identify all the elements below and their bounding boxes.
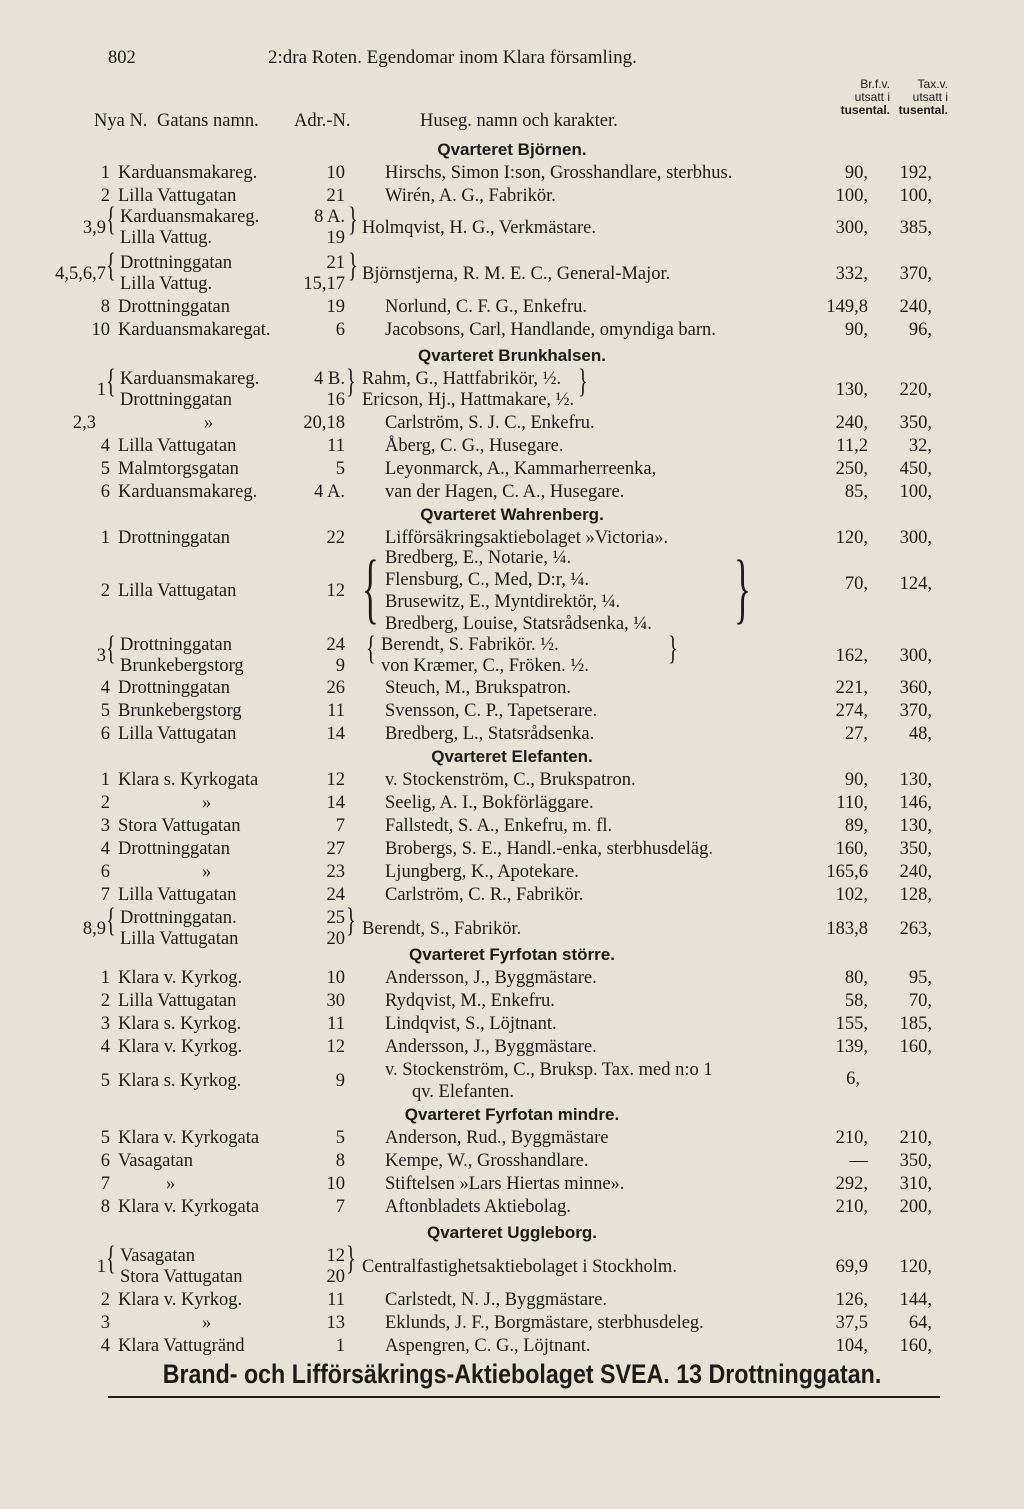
street: Karduansmakareg. — [120, 207, 260, 227]
nr: 4 — [100, 678, 110, 698]
brfv: 120, — [835, 528, 868, 548]
owner: Hirschs, Simon I:son, Grosshandlare, sterbhus. — [385, 163, 733, 183]
brfv: 37,5 — [835, 1313, 868, 1333]
street: Lilla Vattugatan — [118, 885, 237, 905]
col-brfv-line2: utsatt i — [854, 90, 890, 104]
taxv: 360, — [899, 678, 932, 698]
brfv: 332, — [835, 264, 868, 284]
street: Lilla Vattugatan — [118, 581, 237, 601]
adr: 11 — [327, 1014, 345, 1034]
adr: 19 — [326, 297, 345, 317]
owner: Anderson, Rud., Byggmästare — [385, 1128, 609, 1148]
street: Drottninggatan — [120, 390, 233, 410]
owner: Leyonmarck, A., Kammarherreenka, — [385, 459, 657, 479]
owner: Stiftelsen »Lars Hiertas minne». — [385, 1174, 625, 1194]
taxv: 350, — [899, 413, 932, 433]
page-title: 2:dra Roten. Egendomar inom Klara församling. — [268, 47, 637, 68]
nr: 5 — [100, 701, 110, 721]
street: Klara v. Kyrkog. — [118, 1037, 243, 1057]
adr: 13 — [326, 1313, 345, 1333]
taxv: 144, — [899, 1290, 932, 1310]
adr: 20 — [326, 929, 345, 949]
block-heading: Qvarteret Björnen. — [437, 140, 587, 159]
adr: 9 — [335, 656, 345, 676]
owner: Carlström, S. J. C., Enkefru. — [385, 413, 595, 433]
nr: 6 — [100, 482, 110, 502]
taxv: 385, — [899, 218, 932, 238]
owner: Andersson, J., Byggmästare. — [385, 968, 597, 988]
block-heading: Qvarteret Uggleborg. — [426, 1223, 598, 1242]
adr: 9 — [335, 1071, 345, 1091]
street: Klara v. Kyrkog. — [118, 968, 243, 988]
owner: Carlstedt, N. J., Byggmästare. — [385, 1290, 607, 1310]
brfv: 210, — [835, 1197, 868, 1217]
page-number: 802 — [108, 48, 136, 68]
street: Vasagatan — [120, 1246, 195, 1266]
nr: 1 — [96, 380, 106, 400]
brace: } — [346, 363, 356, 400]
brfv: 162, — [835, 646, 868, 666]
street: » — [202, 793, 212, 813]
nr: 1 — [100, 968, 110, 988]
col-huseg: Huseg. namn och karakter. — [420, 111, 618, 131]
taxv: 64, — [908, 1313, 932, 1333]
owner: Flensburg, C., Med, D:r, ¼. — [385, 570, 589, 590]
owner: v. Stockenström, C., Brukspatron. — [385, 770, 636, 790]
block-heading: Qvarteret Brunkhalsen. — [417, 346, 606, 365]
brfv: 240, — [835, 413, 868, 433]
brace: { — [106, 201, 116, 238]
taxv: 185, — [899, 1014, 932, 1034]
street: Drottninggatan — [118, 839, 231, 859]
owner: Ljungberg, K., Apotekare. — [385, 862, 579, 882]
brace: } — [578, 363, 588, 400]
taxv: 100, — [899, 186, 932, 206]
owner: von Kræmer, C., Fröken. ½. — [381, 656, 589, 676]
nr: 3,9 — [82, 218, 106, 238]
owner: Carlström, C. R., Fabrikör. — [385, 885, 584, 905]
nr: 2 — [100, 793, 110, 813]
adr: 11 — [327, 436, 345, 456]
brace: { — [106, 363, 116, 400]
street: Karduansmakareg. — [120, 369, 260, 389]
nr: 5 — [100, 1071, 110, 1091]
brfv: 89, — [844, 816, 868, 836]
owner: Lifförsäkringsaktiebolaget »Victoria». — [385, 528, 669, 548]
owner: Berendt, S., Fabrikör. — [362, 919, 522, 939]
owner: Björnstjerna, R. M. E. C., General-Major. — [362, 264, 671, 284]
street: Drottninggatan — [118, 678, 231, 698]
street: Lilla Vattug. — [120, 228, 213, 248]
street: Klara s. Kyrkog. — [118, 1014, 242, 1034]
owner: Kempe, W., Grosshandlare. — [385, 1151, 589, 1171]
nr: 1 — [100, 528, 110, 548]
taxv: 450, — [899, 459, 932, 479]
brfv: 130, — [835, 380, 868, 400]
adr: 20,18 — [303, 413, 345, 433]
street: Drottninggatan — [120, 253, 233, 273]
nr: 2 — [100, 1290, 110, 1310]
brace: { — [362, 544, 379, 631]
brfv: 11,2 — [836, 436, 868, 456]
street: Brunkebergstorg — [118, 701, 242, 721]
street: Lilla Vattugatan — [118, 991, 237, 1011]
adr: 14 — [326, 724, 345, 744]
nr: 3 — [96, 646, 106, 666]
owner: Rydqvist, M., Enkefru. — [385, 991, 555, 1011]
brfv: 85, — [844, 482, 868, 502]
owner: Brusewitz, E., Myntdirektör, ¼. — [385, 592, 621, 612]
nr: 4 — [100, 839, 110, 859]
owner: Centralfastighetsaktiebolaget i Stockholm. — [362, 1257, 677, 1277]
street: » — [202, 862, 212, 882]
street: Vasagatan — [118, 1151, 193, 1171]
adr: 21 — [326, 253, 345, 273]
taxv: 48, — [908, 724, 932, 744]
brfv: 250, — [835, 459, 868, 479]
adr: 14 — [326, 793, 345, 813]
brfv: 300, — [835, 218, 868, 238]
street: » — [202, 1313, 212, 1333]
brfv: 58, — [844, 991, 868, 1011]
street: Stora Vattugatan — [118, 816, 241, 836]
nr: 1 — [96, 1257, 106, 1277]
brfv: — — [849, 1151, 868, 1171]
owner: v. Stockenström, C., Bruksp. Tax. med n:o 1 — [385, 1060, 713, 1080]
nr: 4 — [100, 1037, 110, 1057]
brfv: 100, — [835, 186, 868, 206]
adr: 16 — [326, 390, 345, 410]
block-heading: Qvarteret Fyrfotan större. — [409, 945, 615, 964]
owner: Holmqvist, H. G., Verkmästare. — [362, 218, 596, 238]
taxv: 300, — [899, 528, 932, 548]
owner: Åberg, C. G., Husegare. — [385, 436, 564, 456]
street: Karduansmakaregat. — [118, 320, 271, 340]
adr: 6 — [335, 320, 345, 340]
owner: Berendt, S. Fabrikör. ½. — [381, 635, 559, 655]
block-heading: Qvarteret Wahrenberg. — [420, 505, 604, 524]
block-heading: Qvarteret Elefanten. — [431, 747, 593, 766]
nr: 2,3 — [72, 413, 96, 433]
nr: 8 — [100, 297, 110, 317]
street: Karduansmakareg. — [118, 163, 258, 183]
adr: 12 — [326, 581, 345, 601]
owner: Steuch, M., Brukspatron. — [385, 678, 572, 698]
adr: 5 — [335, 459, 345, 479]
col-gatans-namn: Gatans namn. — [157, 111, 259, 131]
brfv: 70, — [844, 574, 868, 594]
taxv: 128, — [899, 885, 932, 905]
nr: 6 — [100, 862, 110, 882]
brace: { — [106, 1240, 116, 1277]
brace: } — [734, 544, 751, 631]
street: » — [166, 1174, 176, 1194]
brace: { — [106, 630, 116, 667]
taxv: 70, — [908, 991, 932, 1011]
street: Lilla Vattugatan — [118, 436, 237, 456]
taxv: 350, — [899, 839, 932, 859]
nr: 5 — [100, 459, 110, 479]
owner: qv. Elefanten. — [412, 1082, 515, 1102]
nr: 5 — [100, 1128, 110, 1148]
nr: 2 — [100, 991, 110, 1011]
brfv: 104, — [835, 1336, 868, 1356]
taxv: 160, — [899, 1336, 932, 1356]
taxv: 240, — [899, 862, 932, 882]
street: » — [204, 413, 214, 433]
adr: 10 — [326, 163, 345, 183]
brace: } — [348, 247, 358, 284]
nr: 4 — [100, 1336, 110, 1356]
taxv: 210, — [899, 1128, 932, 1148]
taxv: 350, — [899, 1151, 932, 1171]
street: Lilla Vattug. — [120, 274, 213, 294]
taxv: 200, — [899, 1197, 932, 1217]
brace: } — [668, 630, 678, 667]
street: Drottninggatan — [118, 297, 231, 317]
adr: 10 — [326, 1174, 345, 1194]
street: Lilla Vattugatan — [120, 929, 239, 949]
taxv: 370, — [899, 264, 932, 284]
adr: 12 — [326, 770, 345, 790]
taxv: 120, — [899, 1257, 932, 1277]
adr: 19 — [326, 228, 345, 248]
adr: 11 — [327, 1290, 345, 1310]
owner: Jacobsons, Carl, Handlande, omyndiga barn. — [385, 320, 716, 340]
adr: 23 — [326, 862, 345, 882]
owner: Svensson, C. P., Tapetserare. — [385, 701, 598, 721]
brfv: 80, — [844, 968, 868, 988]
brfv: 126, — [835, 1290, 868, 1310]
brfv: 69,9 — [835, 1257, 868, 1277]
owner: Lindqvist, S., Löjtnant. — [385, 1014, 557, 1034]
nr: 8,9 — [82, 919, 106, 939]
adr: 7 — [335, 816, 345, 836]
street: Klara Vattugränd — [118, 1336, 245, 1356]
col-nya-n: Nya N. — [94, 111, 148, 131]
brfv: 274, — [835, 701, 868, 721]
brfv: 160, — [835, 839, 868, 859]
brace: } — [348, 201, 358, 238]
owner: Ericson, Hj., Hattmakare, ½. — [362, 390, 575, 410]
adr: 20 — [326, 1267, 345, 1287]
brfv: 149,8 — [826, 297, 868, 317]
adr: 4 B. — [314, 369, 345, 389]
adr: 22 — [326, 528, 345, 548]
owner: Bredberg, L., Statsrådsenka. — [385, 724, 595, 744]
taxv: 124, — [899, 574, 932, 594]
nr: 10 — [91, 320, 110, 340]
brfv: 221, — [835, 678, 868, 698]
street: Malmtorgsgatan — [118, 459, 239, 479]
brfv: 90, — [844, 320, 868, 340]
adr: 12 — [326, 1037, 345, 1057]
brace: } — [346, 902, 356, 939]
nr: 2 — [100, 186, 110, 206]
brfv: 90, — [844, 770, 868, 790]
street: Drottninggatan — [118, 528, 231, 548]
brfv: 292, — [835, 1174, 868, 1194]
advertisement: Brand- och Lifförsäkrings-Aktiebolaget SVEA. 13 Drottninggatan. — [162, 1359, 882, 1389]
street: Stora Vattugatan — [120, 1267, 243, 1287]
street: Klara v. Kyrkogata — [118, 1128, 260, 1148]
taxv: 95, — [908, 968, 932, 988]
owner: Eklunds, J. F., Borgmästare, sterbhusdeleg. — [385, 1313, 704, 1333]
brfv: 210, — [835, 1128, 868, 1148]
taxv: 300, — [899, 646, 932, 666]
owner: Fallstedt, S. A., Enkefru, m. fl. — [385, 816, 613, 836]
taxv: 220, — [899, 380, 932, 400]
taxv: 6, — [846, 1069, 860, 1089]
adr: 10 — [326, 968, 345, 988]
owner: Aspengren, C. G., Löjtnant. — [385, 1336, 591, 1356]
nr: 3 — [100, 1313, 110, 1333]
taxv: 130, — [899, 816, 932, 836]
brfv: 155, — [835, 1014, 868, 1034]
brace: { — [106, 902, 116, 939]
owner: Andersson, J., Byggmästare. — [385, 1037, 597, 1057]
owner: Norlund, C. F. G., Enkefru. — [385, 297, 588, 317]
nr: 7 — [100, 885, 110, 905]
taxv: 130, — [899, 770, 932, 790]
owner: Brobergs, S. E., Handl.-enka, sterbhusdeläg. — [385, 839, 713, 859]
street: Klara s. Kyrkogata — [118, 770, 259, 790]
nr: 1 — [100, 770, 110, 790]
street: Karduansmakareg. — [118, 482, 258, 502]
adr: 26 — [326, 678, 345, 698]
taxv: 370, — [899, 701, 932, 721]
col-taxv-line1: Tax.v. — [917, 77, 948, 91]
owner: Bredberg, E., Notarie, ¼. — [385, 548, 572, 568]
adr: 8 A. — [314, 207, 345, 227]
brfv: 165,6 — [826, 862, 868, 882]
brfv: 110, — [836, 793, 868, 813]
street: Klara v. Kyrkog. — [118, 1290, 243, 1310]
col-taxv-line2: utsatt i — [912, 90, 948, 104]
nr: 2 — [100, 581, 110, 601]
owner: van der Hagen, C. A., Husegare. — [385, 482, 625, 502]
brace: { — [366, 630, 376, 667]
taxv: 146, — [899, 793, 932, 813]
taxv: 160, — [899, 1037, 932, 1057]
col-taxv-line3: tusental. — [898, 103, 948, 117]
nr: 1 — [100, 163, 110, 183]
brfv: 27, — [844, 724, 868, 744]
taxv: 32, — [908, 436, 932, 456]
owner: Rahm, G., Hattfabrikör, ½. — [362, 369, 562, 389]
adr: 24 — [326, 635, 345, 655]
adr: 4 A. — [314, 482, 345, 502]
street: Lilla Vattugatan — [118, 724, 237, 744]
adr: 24 — [326, 885, 345, 905]
adr: 25 — [326, 908, 345, 928]
nr: 4,5,6,7 — [55, 264, 106, 284]
taxv: 192, — [899, 163, 932, 183]
nr: 8 — [100, 1197, 110, 1217]
adr: 30 — [326, 991, 345, 1011]
nr: 3 — [100, 816, 110, 836]
street: Drottninggatan. — [120, 908, 237, 928]
footer-rule — [108, 1396, 940, 1398]
owner: Wirén, A. G., Fabrikör. — [385, 186, 556, 206]
street: Klara s. Kyrkog. — [118, 1071, 242, 1091]
adr: 1 — [335, 1336, 345, 1356]
taxv: 240, — [899, 297, 932, 317]
brfv: 102, — [835, 885, 868, 905]
brfv: 183,8 — [826, 919, 868, 939]
taxv: 263, — [899, 919, 932, 939]
taxv: 100, — [899, 482, 932, 502]
adr: 12 — [326, 1246, 345, 1266]
adr: 11 — [327, 701, 345, 721]
taxv: 96, — [908, 320, 932, 340]
brace: { — [106, 247, 116, 284]
street: Brunkebergstorg — [120, 656, 244, 676]
brace: } — [346, 1240, 356, 1277]
block-heading: Qvarteret Fyrfotan mindre. — [404, 1105, 620, 1124]
adr: 27 — [326, 839, 345, 859]
col-adr-n: Adr.-N. — [294, 111, 351, 131]
adr: 15,17 — [303, 274, 345, 294]
nr: 6 — [100, 1151, 110, 1171]
owner: Aftonbladets Aktiebolag. — [385, 1197, 571, 1217]
nr: 3 — [100, 1014, 110, 1034]
owner: Seelig, A. I., Bokförläggare. — [385, 793, 594, 813]
adr: 21 — [326, 186, 345, 206]
brfv: 90, — [844, 163, 868, 183]
street: Drottninggatan — [120, 635, 233, 655]
brfv: 139, — [835, 1037, 868, 1057]
street: Klara v. Kyrkogata — [118, 1197, 260, 1217]
adr: 5 — [335, 1128, 345, 1148]
col-brfv-line3: tusental. — [840, 103, 890, 117]
nr: 4 — [100, 436, 110, 456]
adr: 8 — [335, 1151, 345, 1171]
owner: Bredberg, Louise, Statsrådsenka, ¼. — [385, 614, 652, 634]
taxv: 310, — [899, 1174, 932, 1194]
adr: 7 — [335, 1197, 345, 1217]
nr: 6 — [100, 724, 110, 744]
nr: 7 — [100, 1174, 110, 1194]
street: Lilla Vattugatan — [118, 186, 237, 206]
col-brfv-line1: Br.f.v. — [860, 77, 890, 91]
